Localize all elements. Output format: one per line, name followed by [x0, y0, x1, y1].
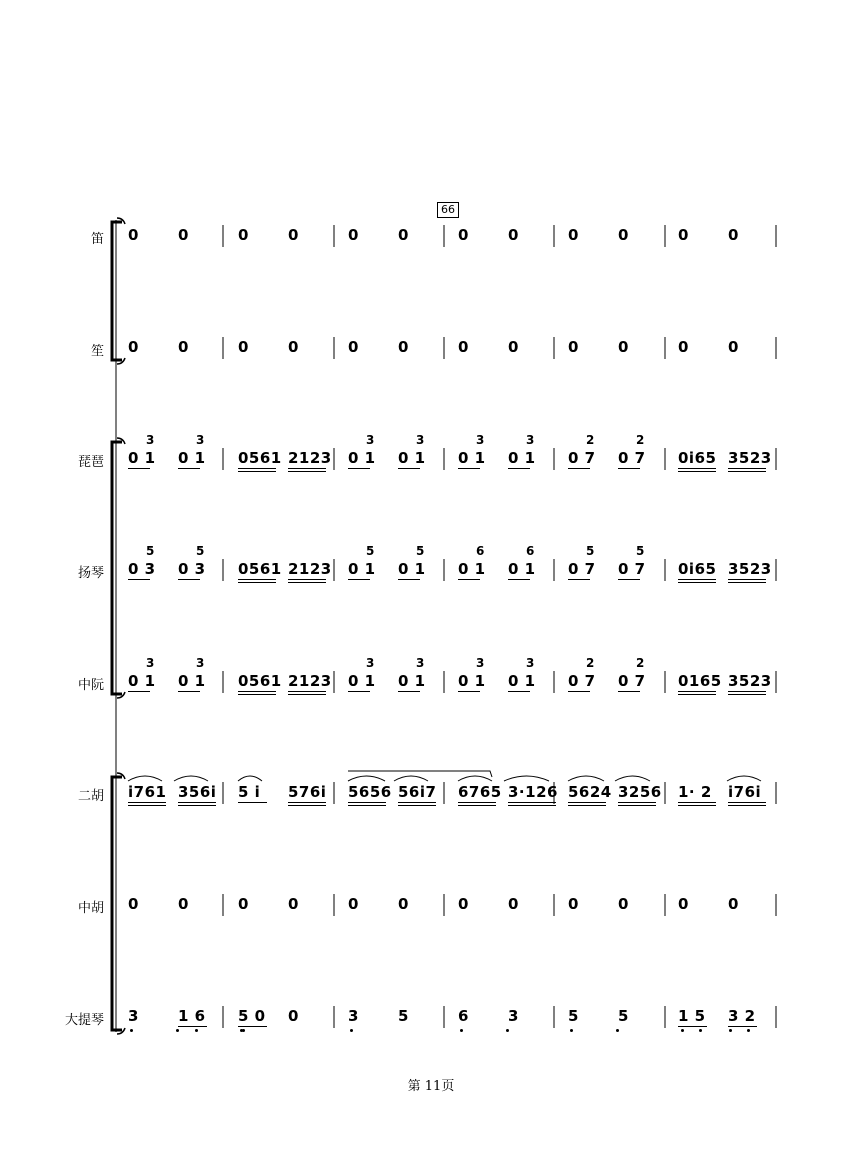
- beam-underline: [348, 802, 386, 803]
- beam-underline: [728, 694, 766, 695]
- note-group: 3: [348, 1007, 359, 1025]
- octave-dot: [242, 1029, 245, 1032]
- harmony-note: 3: [366, 656, 375, 670]
- beam-underline: [348, 579, 370, 580]
- harmony-note: 2: [636, 656, 645, 670]
- beam-underline: [288, 579, 326, 580]
- beam-underline: [238, 1026, 267, 1027]
- note-group: 0: [178, 895, 189, 913]
- note-group: 0: [238, 338, 249, 356]
- beam-underline: [678, 1026, 707, 1027]
- note-group: 1 5: [678, 1007, 706, 1025]
- note-group: 0 1: [508, 560, 536, 578]
- beam-underline: [398, 802, 436, 803]
- beam-underline: [178, 802, 216, 803]
- beam-underline: [178, 805, 216, 806]
- note-group: 0 3: [128, 560, 156, 578]
- harmony-note: 5: [366, 544, 375, 558]
- note-group: 0: [458, 895, 469, 913]
- slur: [348, 776, 385, 781]
- beam-underline: [728, 805, 766, 806]
- note-group: 0: [568, 338, 579, 356]
- note-group: 3 2: [728, 1007, 756, 1025]
- slur: [504, 776, 549, 781]
- page-number: 第 11页: [407, 1079, 455, 1094]
- beam-underline: [728, 468, 766, 469]
- octave-dot: [699, 1029, 702, 1032]
- beam-underline: [238, 579, 276, 580]
- note-group: 0 1: [398, 560, 426, 578]
- note-group: 5 0: [238, 1007, 266, 1025]
- beam-underline: [678, 579, 716, 580]
- beam-underline: [678, 694, 716, 695]
- slur: [174, 776, 208, 781]
- slur: [727, 776, 761, 781]
- harmony-note: 3: [196, 656, 205, 670]
- note-group: 5: [568, 1007, 579, 1025]
- note-group: 0 1: [458, 560, 486, 578]
- beam-underline: [678, 691, 716, 692]
- note-group: 1· 2: [678, 783, 712, 801]
- note-group: 1 6: [178, 1007, 206, 1025]
- note-group: 6: [458, 1007, 469, 1025]
- note-group: 0: [288, 226, 299, 244]
- slur: [128, 776, 162, 781]
- slur: [615, 776, 650, 781]
- harmony-note: 6: [476, 544, 485, 558]
- beam-underline: [678, 805, 716, 806]
- harmony-note: 2: [586, 656, 595, 670]
- note-group: 3256: [618, 783, 662, 801]
- note-group: 0: [728, 895, 739, 913]
- beam-underline: [568, 468, 590, 469]
- beam-underline: [178, 691, 200, 692]
- note-group: 0: [238, 226, 249, 244]
- note-group: 0: [568, 226, 579, 244]
- beam-underline: [728, 1026, 757, 1027]
- note-group: 0: [128, 895, 139, 913]
- instrument-label: 大提琴: [64, 1013, 104, 1028]
- beam-underline: [618, 579, 640, 580]
- harmony-note: 5: [146, 544, 155, 558]
- beam-underline: [398, 579, 420, 580]
- harmony-note: 6: [526, 544, 535, 558]
- note-group: 3: [508, 1007, 519, 1025]
- beam-underline: [128, 802, 166, 803]
- note-group: 0 7: [568, 672, 596, 690]
- note-group: 0: [348, 338, 359, 356]
- beam-underline: [238, 582, 276, 583]
- note-group: 0 1: [508, 449, 536, 467]
- note-group: 0 3: [178, 560, 206, 578]
- octave-dot: [130, 1029, 133, 1032]
- note-group: 0: [508, 338, 519, 356]
- beam-underline: [728, 802, 766, 803]
- note-group: 0 1: [348, 449, 376, 467]
- instrument-label: 中胡: [77, 901, 104, 916]
- note-group: 0 1: [348, 560, 376, 578]
- note-group: 0: [128, 226, 139, 244]
- slur: [568, 776, 604, 781]
- note-group: 0 1: [458, 672, 486, 690]
- beam-underline: [398, 691, 420, 692]
- note-group: 0: [288, 1007, 299, 1025]
- beam-underline: [508, 468, 530, 469]
- note-group: 0165: [678, 672, 722, 690]
- note-group: 5: [618, 1007, 629, 1025]
- harmony-note: 5: [586, 544, 595, 558]
- note-group: 56i7: [398, 783, 437, 801]
- beam-underline: [288, 691, 326, 692]
- note-group: 0: [618, 895, 629, 913]
- note-group: 0 1: [398, 672, 426, 690]
- beam-underline: [618, 468, 640, 469]
- note-group: 2123: [288, 672, 332, 690]
- octave-dot: [747, 1029, 750, 1032]
- instrument-label: 扬琴: [77, 566, 104, 581]
- harmony-note: 3: [476, 656, 485, 670]
- note-group: 0: [458, 226, 469, 244]
- note-group: 3·126: [508, 783, 558, 801]
- harmony-note: 3: [526, 656, 535, 670]
- beam-underline: [178, 468, 200, 469]
- note-group: 0 7: [618, 560, 646, 578]
- note-group: 0: [618, 338, 629, 356]
- beam-underline: [288, 805, 326, 806]
- beam-underline: [728, 579, 766, 580]
- note-group: 0: [348, 226, 359, 244]
- note-group: 0: [178, 338, 189, 356]
- note-group: 0 1: [178, 672, 206, 690]
- beam-underline: [508, 691, 530, 692]
- note-group: 0: [238, 895, 249, 913]
- note-group: 0561: [238, 449, 282, 467]
- beam-underline: [238, 468, 276, 469]
- note-group: 5 i: [238, 783, 261, 801]
- note-group: 0i65: [678, 449, 717, 467]
- note-group: 0: [288, 895, 299, 913]
- note-group: 576i: [288, 783, 327, 801]
- beam-underline: [618, 802, 656, 803]
- beam-underline: [238, 802, 267, 803]
- note-group: 5624: [568, 783, 612, 801]
- octave-dot: [570, 1029, 573, 1032]
- note-group: 0: [568, 895, 579, 913]
- beam-underline: [458, 802, 496, 803]
- beam-underline: [128, 691, 150, 692]
- note-group: 3523: [728, 560, 772, 578]
- harmony-note: 3: [366, 433, 375, 447]
- slur: [458, 776, 492, 781]
- note-group: 0 1: [458, 449, 486, 467]
- note-group: 0 7: [618, 449, 646, 467]
- harmony-note: 3: [146, 433, 155, 447]
- octave-dot: [195, 1029, 198, 1032]
- beam-underline: [678, 802, 716, 803]
- slur: [238, 776, 262, 781]
- note-group: 0: [618, 226, 629, 244]
- note-group: 0 1: [348, 672, 376, 690]
- note-group: 0: [398, 338, 409, 356]
- note-group: 0 7: [568, 560, 596, 578]
- note-group: 2123: [288, 560, 332, 578]
- note-group: 0: [398, 226, 409, 244]
- slur: [394, 776, 428, 781]
- beam-underline: [348, 691, 370, 692]
- note-group: 356i: [178, 783, 217, 801]
- beam-underline: [398, 805, 436, 806]
- beam-underline: [398, 468, 420, 469]
- note-group: 0: [678, 895, 689, 913]
- beam-underline: [728, 582, 766, 583]
- beam-underline: [568, 802, 606, 803]
- beam-underline: [678, 471, 716, 472]
- beam-underline: [288, 468, 326, 469]
- note-group: 0 7: [568, 449, 596, 467]
- beam-underline: [128, 468, 150, 469]
- octave-dot: [460, 1029, 463, 1032]
- beam-underline: [508, 805, 556, 806]
- note-group: 0i65: [678, 560, 717, 578]
- note-group: 0: [678, 226, 689, 244]
- beam-underline: [128, 805, 166, 806]
- beam-underline: [508, 579, 530, 580]
- octave-dot: [681, 1029, 684, 1032]
- octave-dot: [506, 1029, 509, 1032]
- note-group: 3523: [728, 672, 772, 690]
- harmony-note: 3: [476, 433, 485, 447]
- beam-underline: [728, 691, 766, 692]
- harmony-note: 3: [146, 656, 155, 670]
- beam-underline: [678, 582, 716, 583]
- beam-underline: [288, 802, 326, 803]
- note-group: 0: [128, 338, 139, 356]
- beam-underline: [348, 805, 386, 806]
- beam-underline: [238, 691, 276, 692]
- harmony-note: 2: [586, 433, 595, 447]
- note-group: 0 1: [128, 672, 156, 690]
- beam-underline: [458, 579, 480, 580]
- beam-underline: [288, 694, 326, 695]
- harmony-note: 5: [636, 544, 645, 558]
- note-group: i76i: [728, 783, 762, 801]
- beam-underline: [178, 1026, 207, 1027]
- note-group: 2123: [288, 449, 332, 467]
- beam-underline: [288, 582, 326, 583]
- note-group: 3: [128, 1007, 139, 1025]
- beam-underline: [458, 468, 480, 469]
- harmony-note: 5: [196, 544, 205, 558]
- beam-underline: [458, 805, 496, 806]
- beam-underline: [238, 694, 276, 695]
- beam-underline: [348, 468, 370, 469]
- note-group: 6765: [458, 783, 502, 801]
- beam-underline: [238, 471, 276, 472]
- octave-dot: [616, 1029, 619, 1032]
- instrument-label: 中阮: [77, 678, 104, 693]
- beam-underline: [728, 471, 766, 472]
- note-group: 0 1: [178, 449, 206, 467]
- beam-underline: [178, 579, 200, 580]
- note-group: 5656: [348, 783, 392, 801]
- note-group: 0: [728, 226, 739, 244]
- note-group: 0: [178, 226, 189, 244]
- beam-underline: [568, 805, 606, 806]
- beam-underline: [618, 805, 656, 806]
- note-group: 3523: [728, 449, 772, 467]
- instrument-label: 笙: [90, 344, 104, 359]
- harmony-note: 3: [196, 433, 205, 447]
- beam-underline: [568, 691, 590, 692]
- rehearsal-mark: 66: [437, 202, 459, 218]
- note-group: 0 1: [128, 449, 156, 467]
- instrument-label: 琵琶: [77, 455, 104, 470]
- note-group: i761: [128, 783, 167, 801]
- note-group: 0561: [238, 672, 282, 690]
- harmony-note: 3: [416, 656, 425, 670]
- octave-dot: [350, 1029, 353, 1032]
- note-group: 0561: [238, 560, 282, 578]
- harmony-note: 3: [526, 433, 535, 447]
- note-group: 0: [348, 895, 359, 913]
- note-group: 0: [508, 895, 519, 913]
- instrument-label: 二胡: [77, 789, 104, 804]
- beam-underline: [508, 802, 556, 803]
- beam-underline: [618, 691, 640, 692]
- note-group: 0: [678, 338, 689, 356]
- instrument-label: 笛: [90, 232, 104, 247]
- note-group: 0 7: [618, 672, 646, 690]
- note-group: 0 1: [508, 672, 536, 690]
- beam-underline: [288, 471, 326, 472]
- harmony-note: 5: [416, 544, 425, 558]
- octave-dot: [176, 1029, 179, 1032]
- note-group: 0: [398, 895, 409, 913]
- octave-dot: [729, 1029, 732, 1032]
- note-group: 0: [458, 338, 469, 356]
- beam-underline: [678, 468, 716, 469]
- note-group: 0: [288, 338, 299, 356]
- note-group: 5: [398, 1007, 409, 1025]
- harmony-note: 3: [416, 433, 425, 447]
- beam-underline: [568, 579, 590, 580]
- note-group: 0 1: [398, 449, 426, 467]
- beam-underline: [458, 691, 480, 692]
- beam-underline: [128, 579, 150, 580]
- note-group: 0: [728, 338, 739, 356]
- note-group: 0: [508, 226, 519, 244]
- harmony-note: 2: [636, 433, 645, 447]
